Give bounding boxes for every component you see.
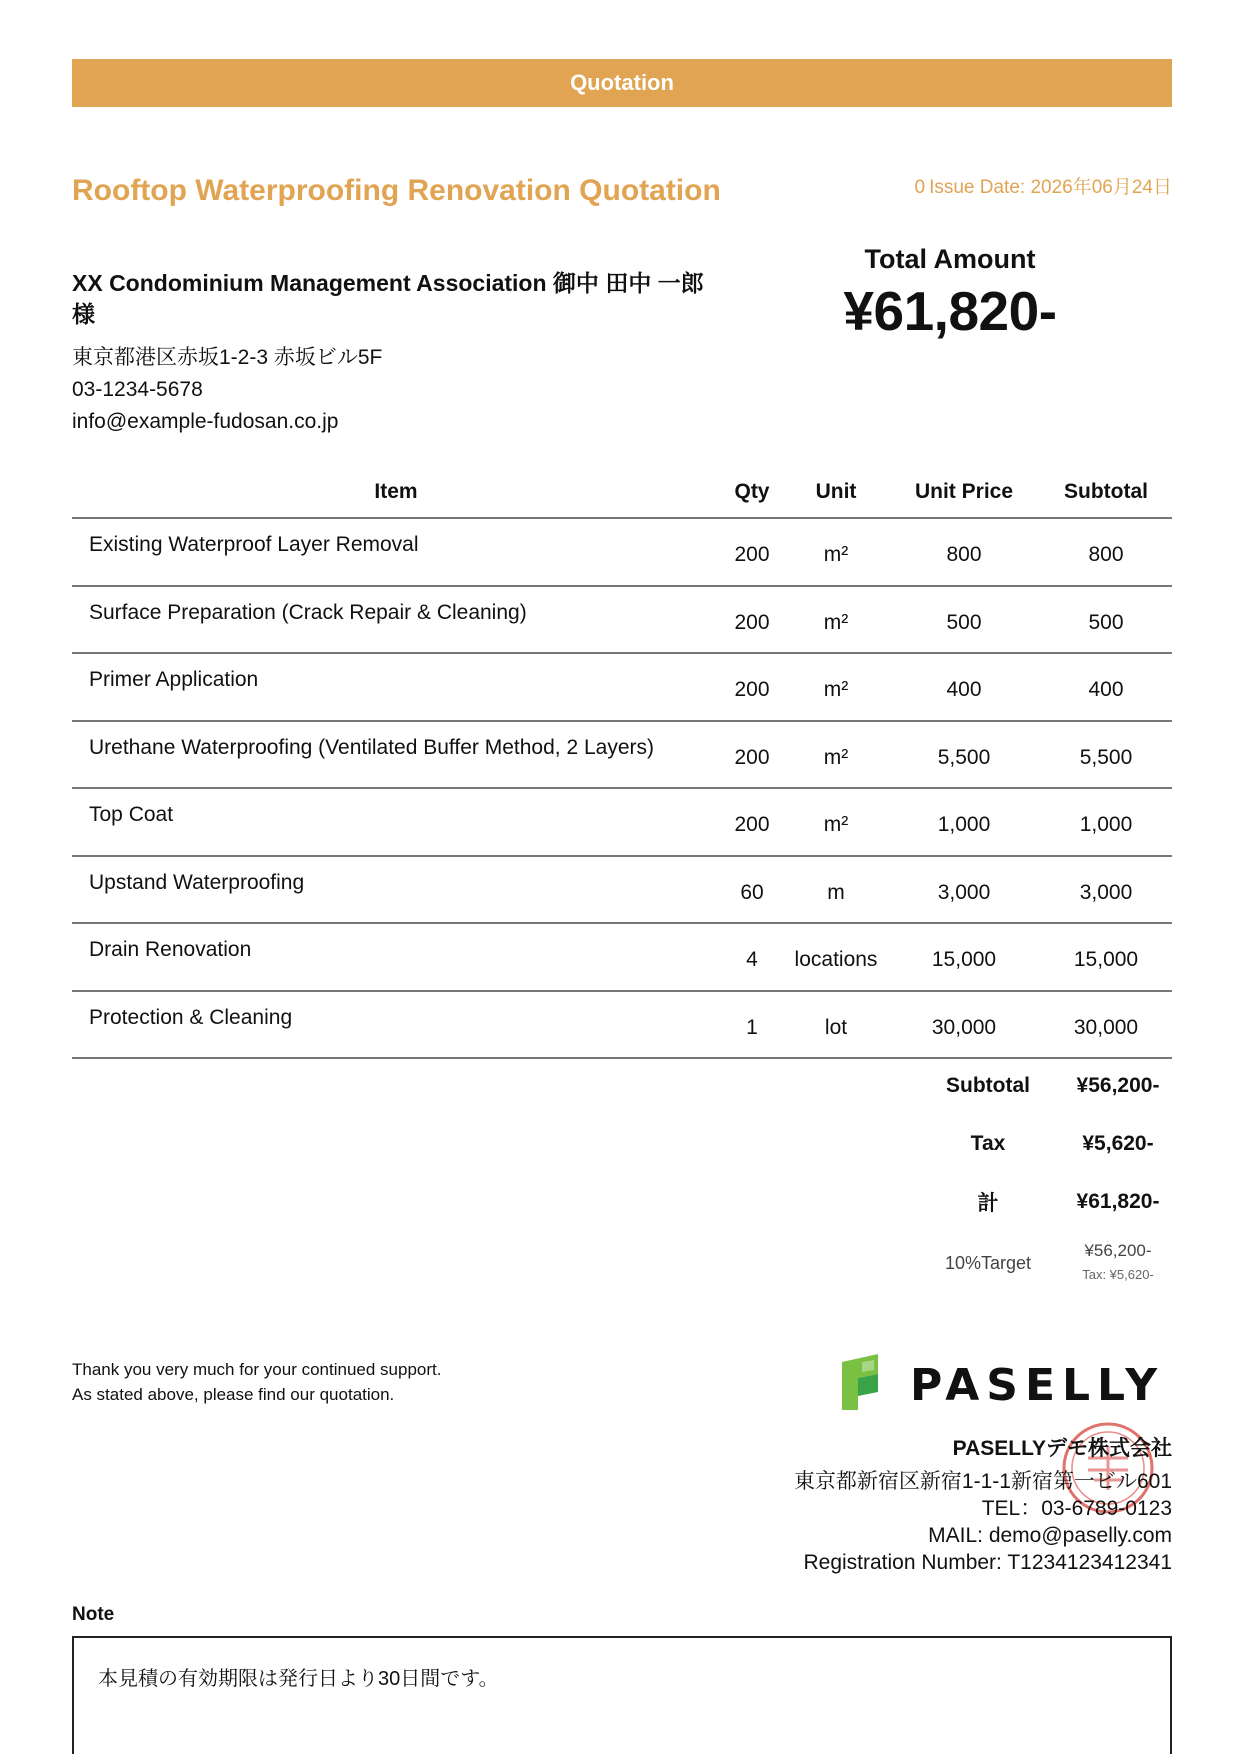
issue-date: Issue Date: 2026年06月24日 <box>929 177 1172 198</box>
qty-cell: 200 <box>720 721 784 789</box>
header-qty: Qty <box>720 466 784 518</box>
subtotal-cell: 5,500 <box>1040 721 1172 789</box>
table-row <box>72 721 1172 789</box>
total-amount-box <box>800 244 1100 343</box>
quotation-title: Rooftop Waterproofing Renovation Quotation <box>72 174 721 207</box>
company-address: 東京都新宿区新宿1-1-1新宿第一ビル601 <box>793 1470 1172 1493</box>
table-header-row <box>72 466 1172 518</box>
unit-price-cell: 30,000 <box>888 991 1040 1059</box>
qty-cell: 200 <box>720 788 784 856</box>
subtotal-label: Subtotal <box>946 1074 1030 1097</box>
item-cell: Surface Preparation (Crack Repair & Cleaning) <box>72 586 720 654</box>
item-cell: Top Coat <box>72 788 720 856</box>
paselly-logo-icon <box>842 1354 878 1410</box>
header-unit: Unit <box>784 466 888 518</box>
table-row <box>72 586 1172 654</box>
total-amount-label: Total Amount <box>864 244 1036 274</box>
unit-price-cell: 400 <box>888 653 1040 721</box>
subtotal-cell: 1,000 <box>1040 788 1172 856</box>
unit-cell: locations <box>784 923 888 991</box>
company-registration: Registration Number: T1234123412341 <box>803 1551 1172 1574</box>
tax-target-row <box>912 1241 1172 1282</box>
header-unit-price: Unit Price <box>888 466 1040 518</box>
subtotal-cell: 500 <box>1040 586 1172 654</box>
company-name: PASELLYデモ株式会社 <box>952 1437 1172 1460</box>
thank-you-message <box>72 1357 441 1407</box>
tax-target-values <box>1064 1241 1172 1282</box>
client-address: 東京都港区赤坂1-2-3 赤坂ビル5F <box>72 346 383 369</box>
grand-total-label: 計 <box>977 1192 999 1215</box>
unit-price-cell: 1,000 <box>888 788 1040 856</box>
client-name: XX Condominium Management Association 御中 田中 一郎 様 <box>72 270 704 327</box>
table-row <box>72 788 1172 856</box>
grand-total-row <box>912 1173 1172 1231</box>
thank-you-line: As stated above, please find our quotation. <box>72 1385 395 1404</box>
subtotal-value: ¥56,200- <box>1076 1074 1160 1097</box>
document-type-banner <box>72 59 1172 107</box>
unit-price-cell: 500 <box>888 586 1040 654</box>
note-text: 本見積の有効期限は発行日より30日間です。 <box>98 1668 499 1690</box>
table-row <box>72 856 1172 924</box>
grand-total-value: ¥61,820- <box>1076 1190 1160 1213</box>
summary-block <box>912 1057 1172 1282</box>
item-cell: Upstand Waterproofing <box>72 856 720 924</box>
item-cell: Protection & Cleaning <box>72 991 720 1059</box>
note-box <box>72 1636 1172 1754</box>
unit-price-cell: 3,000 <box>888 856 1040 924</box>
table-row <box>72 518 1172 586</box>
subtotal-cell: 15,000 <box>1040 923 1172 991</box>
unit-cell: m <box>784 856 888 924</box>
unit-price-cell: 5,500 <box>888 721 1040 789</box>
subtotal-cell: 3,000 <box>1040 856 1172 924</box>
tax-target-tax: Tax: ¥5,620- <box>1082 1267 1154 1282</box>
tax-target-base: ¥56,200- <box>1084 1241 1152 1260</box>
client-phone: 03-1234-5678 <box>72 378 203 401</box>
unit-cell: m² <box>784 653 888 721</box>
qty-cell: 4 <box>720 923 784 991</box>
unit-cell: m² <box>784 788 888 856</box>
issue-info <box>911 172 1173 199</box>
unit-cell: lot <box>784 991 888 1059</box>
client-email: info@example-fudosan.co.jp <box>72 410 339 433</box>
unit-cell: m² <box>784 721 888 789</box>
subtotal-row <box>912 1057 1172 1115</box>
table-row <box>72 991 1172 1059</box>
subtotal-cell: 800 <box>1040 518 1172 586</box>
tax-row <box>912 1115 1172 1173</box>
company-tel: TEL：03-6789-0123 <box>981 1497 1172 1520</box>
unit-price-cell: 15,000 <box>888 923 1040 991</box>
tax-label: Tax <box>970 1132 1006 1155</box>
item-cell: Urethane Waterproofing (Ventilated Buffer Method, 2 Layers) <box>72 721 720 789</box>
item-cell: Primer Application <box>72 653 720 721</box>
banner-title: Quotation <box>570 70 674 95</box>
item-cell: Existing Waterproof Layer Removal <box>72 518 720 586</box>
header-item: Item <box>72 466 720 518</box>
qty-cell: 60 <box>720 856 784 924</box>
table-row <box>72 653 1172 721</box>
unit-cell: m² <box>784 518 888 586</box>
qty-cell: 200 <box>720 586 784 654</box>
subtotal-cell: 30,000 <box>1040 991 1172 1059</box>
items-table <box>72 466 1172 1059</box>
table-row <box>72 923 1172 991</box>
unit-price-cell: 800 <box>888 518 1040 586</box>
qty-cell: 200 <box>720 653 784 721</box>
unit-cell: m² <box>784 586 888 654</box>
thank-you-line: Thank you very much for your continued support. <box>72 1360 442 1379</box>
client-contact <box>72 342 382 438</box>
logo-wordmark: PASELLY <box>910 1360 1165 1411</box>
header-subtotal: Subtotal <box>1040 466 1172 518</box>
note-heading: Note <box>72 1604 115 1625</box>
quotation-number: 0 <box>914 177 926 198</box>
item-cell: Drain Renovation <box>72 923 720 991</box>
tax-value: ¥5,620- <box>1082 1132 1154 1155</box>
company-mail: MAIL: demo@paselly.com <box>928 1524 1172 1547</box>
subtotal-cell: 400 <box>1040 653 1172 721</box>
tax-target-label: 10%Target <box>944 1253 1032 1273</box>
company-info <box>794 1432 1172 1576</box>
company-logo <box>838 1352 1172 1412</box>
total-amount-value: ¥61,820- <box>843 280 1057 342</box>
qty-cell: 1 <box>720 991 784 1059</box>
qty-cell: 200 <box>720 518 784 586</box>
